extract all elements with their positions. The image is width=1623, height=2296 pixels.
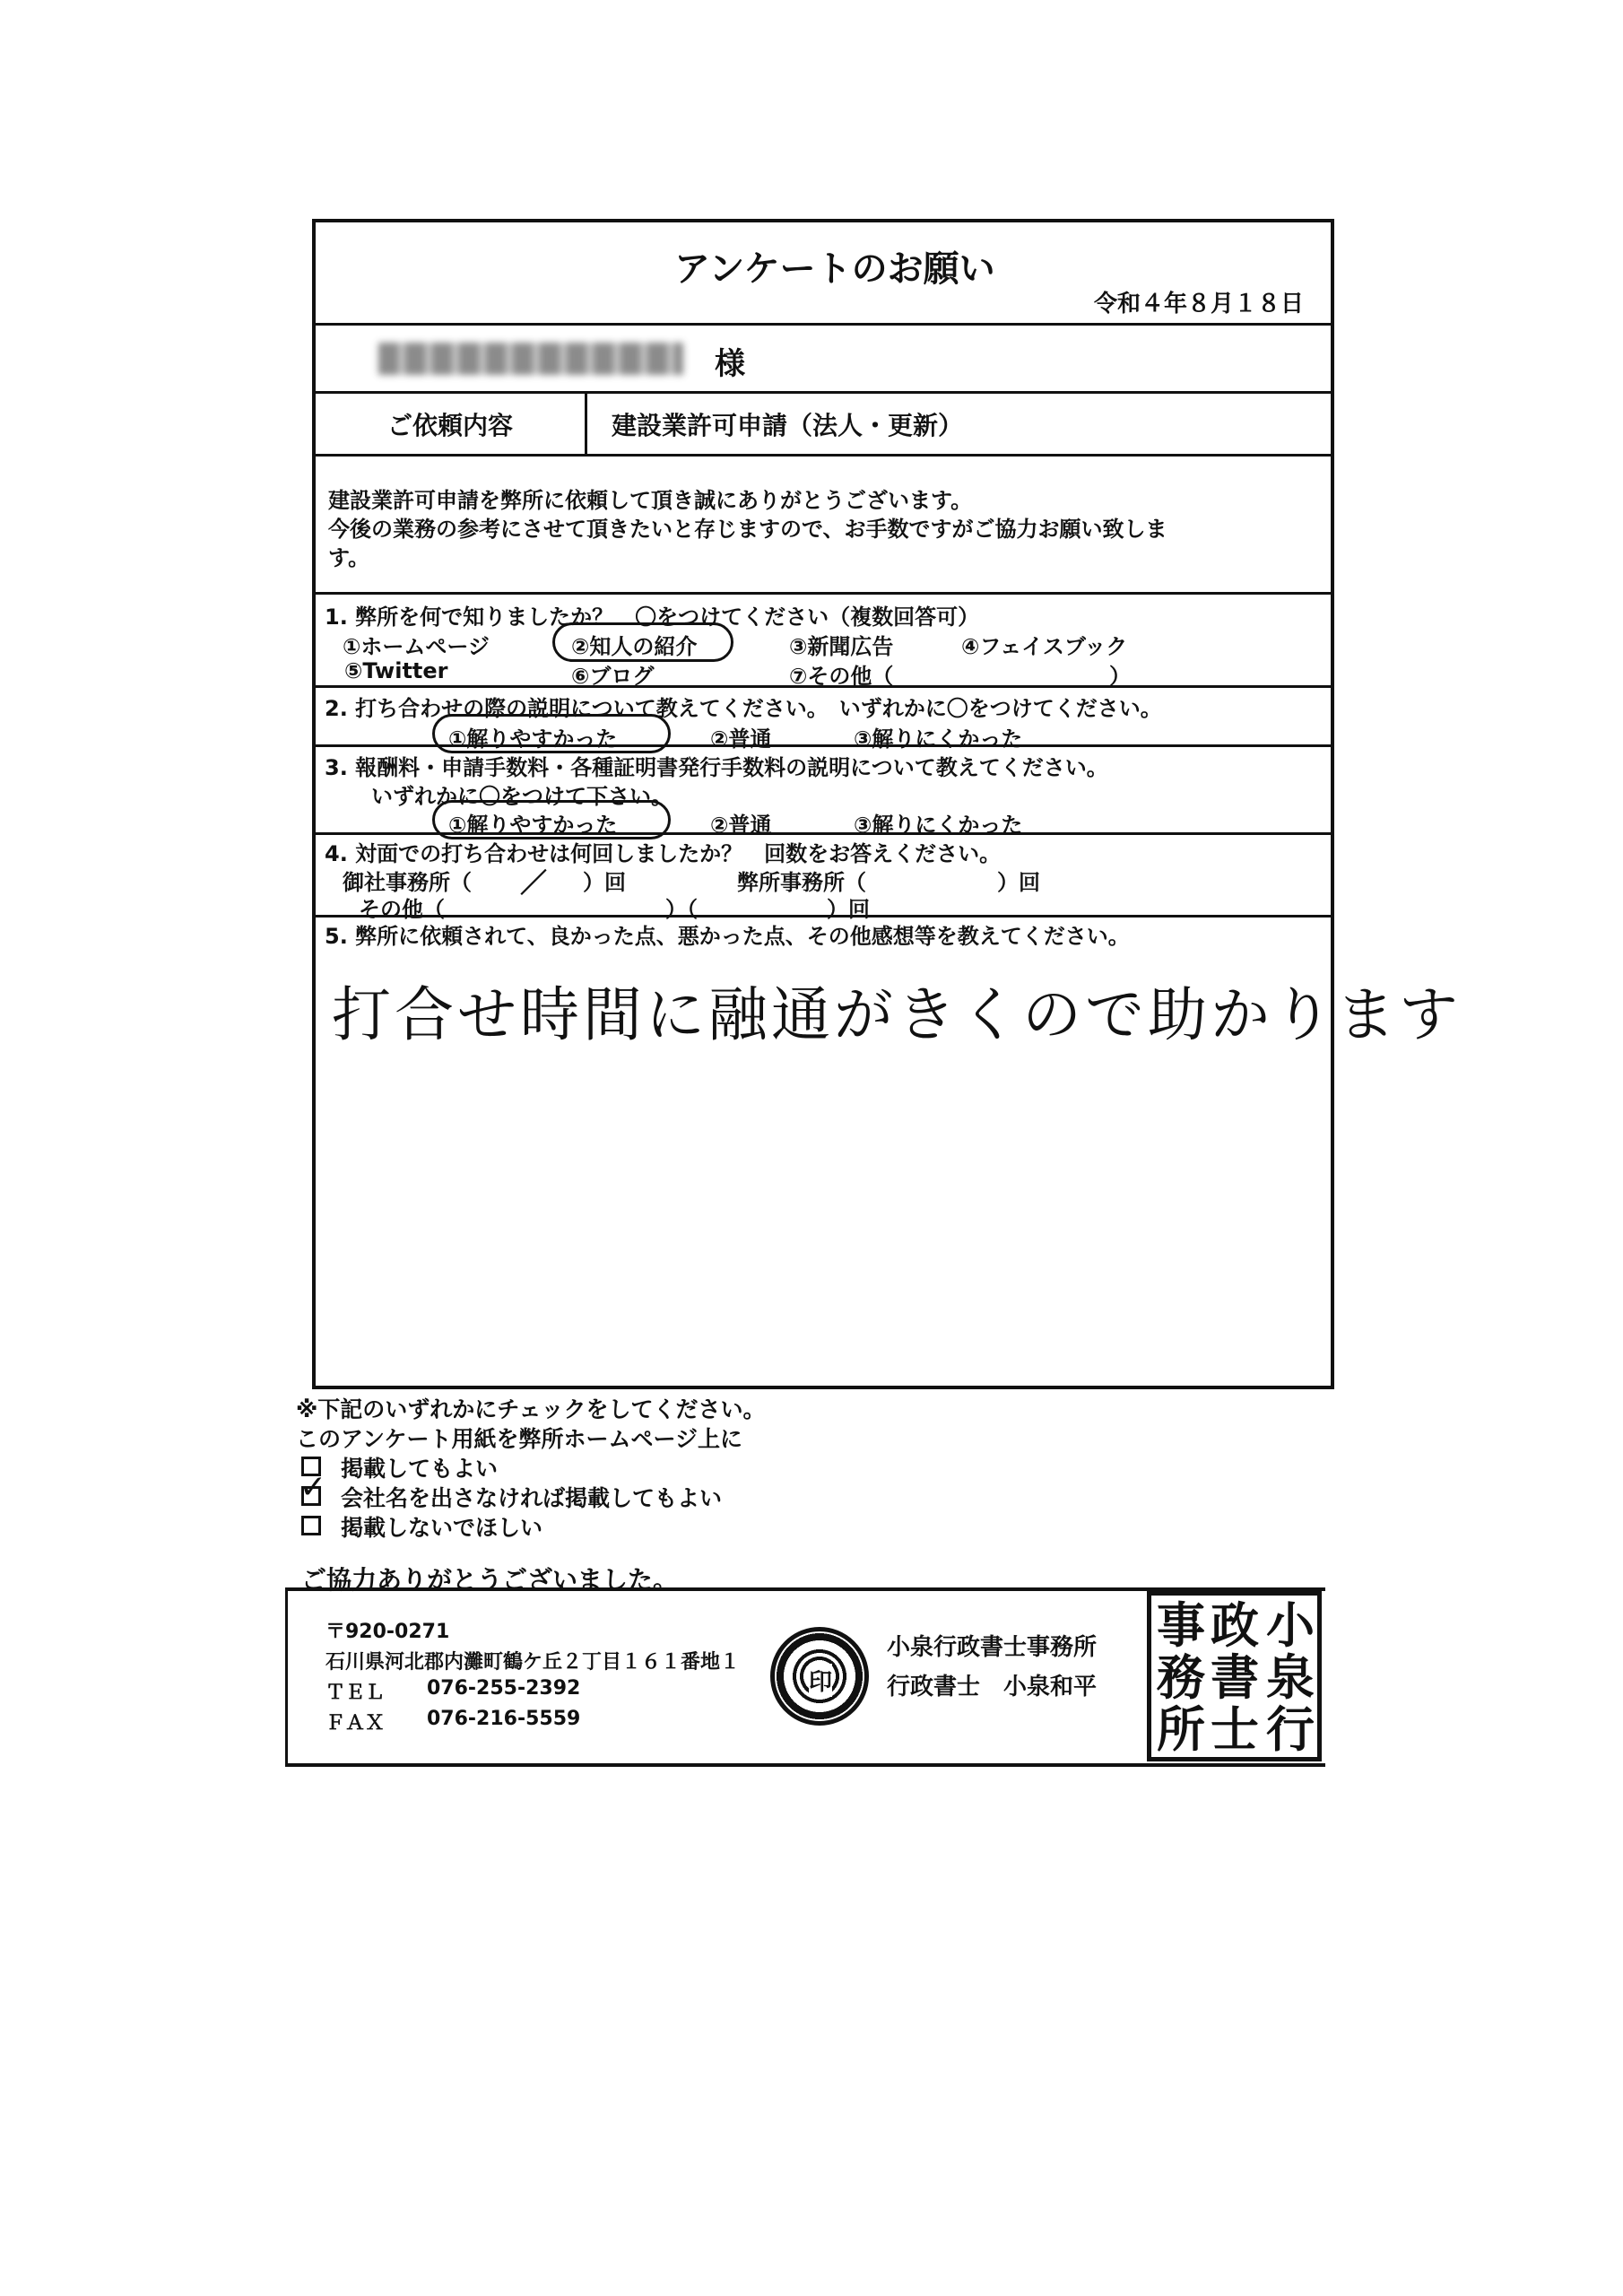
seal-char: 士 <box>1211 1700 1259 1758</box>
publish-instruction: ※下記のいずれかにチェックをしてください。 <box>296 1396 766 1422</box>
q4-other: その他（ <box>359 897 445 922</box>
divider <box>316 744 1331 747</box>
seal-char: 書 <box>1211 1648 1259 1706</box>
divider <box>585 391 587 454</box>
q4-our-end: ）回 <box>997 870 1040 895</box>
q1-option-selected: ②知人の紹介 <box>571 634 698 659</box>
q1-option: ） <box>1109 664 1131 689</box>
q2-option: ③解りにくかった <box>854 726 1023 752</box>
form-date: 令和４年８月１８日 <box>1093 291 1304 317</box>
q3-option-selected: ①解りやすかった <box>448 813 618 838</box>
thanks-text: ご協力ありがとうございました。 <box>301 1565 679 1595</box>
divider <box>316 323 1331 326</box>
office-postal: 〒920-0271 <box>325 1621 450 1643</box>
q5-handwritten-answer: 打合せ時間に融通がきくので助かります <box>332 980 1462 1049</box>
form-title: アンケートのお願い <box>674 248 995 290</box>
office-person: 行政書士 小泉和平 <box>887 1674 1098 1700</box>
selection-circle <box>432 714 671 753</box>
seal-char: 政 <box>1211 1596 1259 1654</box>
seal-char: 所 <box>1157 1700 1205 1758</box>
q1-option: ⑦その他（ <box>789 664 894 689</box>
q4-client-end: ）回 <box>583 870 626 895</box>
q4-other-end: ）回 <box>827 897 870 922</box>
office-fax: 076-216-5559 <box>427 1708 581 1730</box>
publish-option: 掲載してもよい <box>341 1456 499 1482</box>
divider <box>316 391 1331 394</box>
divider <box>316 454 1331 457</box>
publish-option: 掲載しないでほしい <box>341 1515 543 1541</box>
divider <box>316 685 1331 688</box>
q3-question: 3. 報酬料・申請手数料・各種証明書発行手数料の説明について教えてください。 <box>325 755 1108 780</box>
q2-question: 2. 打ち合わせの際の説明について教えてください。 いずれかに〇をつけてください。 <box>325 696 1162 721</box>
q1-option: ⑥ブログ <box>571 664 655 689</box>
seal-char: 事 <box>1157 1596 1205 1654</box>
selection-circle <box>552 622 733 662</box>
office-name: 小泉行政書士事務所 <box>887 1634 1098 1661</box>
office-fax-label: ＦＡＸ <box>325 1712 386 1735</box>
round-seal-text: 印 <box>809 1664 832 1697</box>
q1-option: ④フェイスブック <box>961 634 1128 659</box>
q1-option: ③新聞広告 <box>789 634 894 659</box>
q4-client-value: ／ <box>520 868 547 900</box>
q3-question-2: いずれかに〇をつけて下さい。 <box>371 784 673 809</box>
redacted-client-name <box>378 343 683 375</box>
publish-lead: このアンケート用紙を弊所ホームページ上に <box>296 1426 743 1452</box>
checkbox-publish-no[interactable] <box>301 1516 321 1535</box>
honorific: 様 <box>715 346 745 382</box>
q4-our-office: 弊所事務所（ <box>737 870 866 895</box>
office-footer <box>285 1587 1325 1767</box>
seal-char: 小 <box>1266 1596 1315 1654</box>
round-seal-icon <box>770 1627 869 1726</box>
q1-question: 1. 弊所を何で知りましたか？ 〇をつけてください（複数回答可） <box>325 604 980 630</box>
office-tel: 076-255-2392 <box>427 1677 581 1700</box>
square-seal-icon <box>1147 1591 1322 1761</box>
office-tel-label: ＴＥＬ <box>325 1682 386 1704</box>
intro-line: 今後の業務の参考にさせて頂きたいと存じますので、お手数ですがご協力お願い致しま <box>328 517 1167 542</box>
q4-other-mid: ）（ <box>665 897 698 922</box>
divider <box>316 915 1331 918</box>
q4-client-office: 御社事務所（ <box>343 870 472 895</box>
divider <box>316 592 1331 595</box>
intro-line: 建設業許可申請を弊所に依頼して頂き誠にありがとうございます。 <box>328 488 973 513</box>
q4-question: 4. 対面での打ち合わせは何回しましたか？ 回数をお答えください。 <box>325 841 1002 866</box>
survey-form <box>312 219 1462 1389</box>
request-value: 建設業許可申請（法人・更新） <box>612 411 964 440</box>
intro-line: す。 <box>328 545 370 570</box>
q2-option: ②普通 <box>710 726 772 752</box>
seal-char: 務 <box>1157 1648 1205 1706</box>
request-label: ご依頼内容 <box>387 411 514 440</box>
check-mark-icon: ✓ <box>299 1469 327 1506</box>
q2-option-selected: ①解りやすかった <box>448 726 618 752</box>
seal-char: 行 <box>1266 1700 1315 1758</box>
q3-option: ③解りにくかった <box>854 813 1023 838</box>
publish-option-checked: 会社名を出さなければ掲載してもよい <box>341 1485 723 1511</box>
q3-option: ②普通 <box>710 813 772 838</box>
divider <box>316 832 1331 835</box>
q1-option: ①ホームページ <box>343 634 490 659</box>
q5-question: 5. 弊所に依頼されて、良かった点、悪かった点、その他感想等を教えてください。 <box>325 924 1130 949</box>
q1-option: ⑤Twitter <box>344 658 448 683</box>
office-address: 石川県河北郡内灘町鶴ケ丘２丁目１６１番地１ <box>325 1651 741 1674</box>
seal-char: 泉 <box>1266 1648 1315 1706</box>
